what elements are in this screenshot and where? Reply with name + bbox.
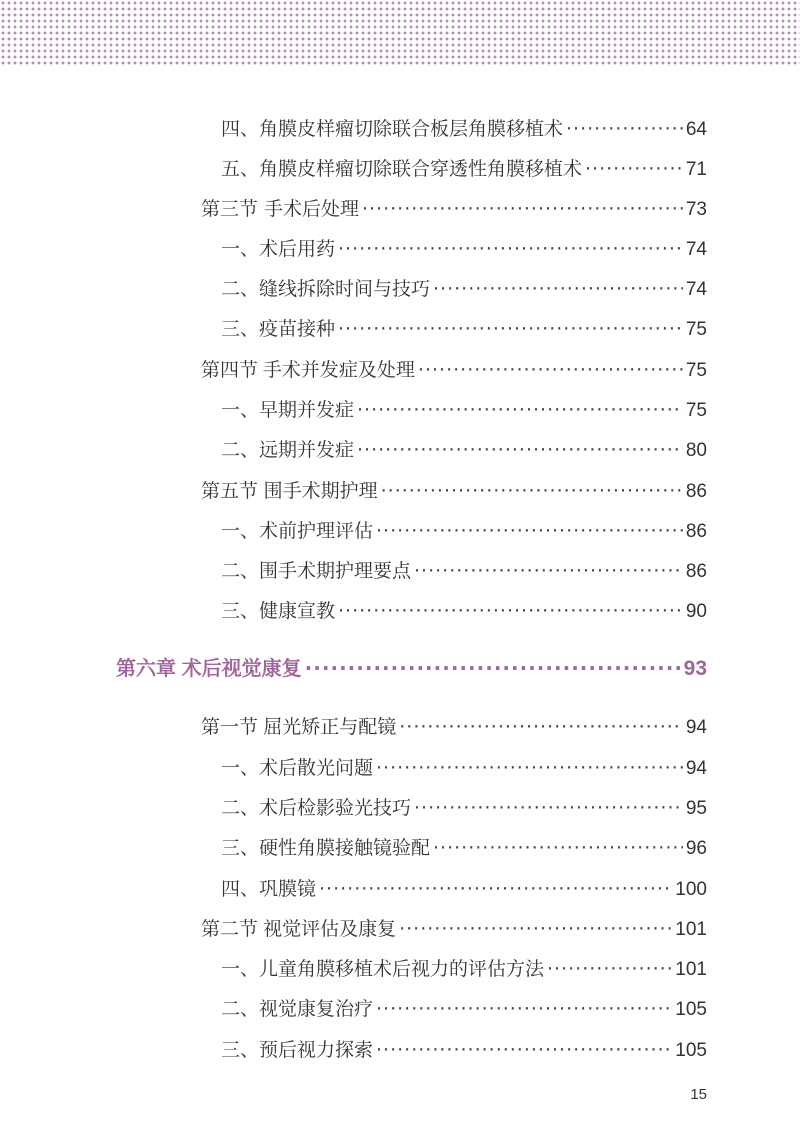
toc-entry[interactable] (221, 835, 707, 861)
toc-entry[interactable] (221, 755, 707, 781)
dot-leader (399, 714, 683, 740)
toc-section-title: 视觉评估及康复 (263, 918, 397, 940)
toc-entry[interactable] (221, 316, 707, 342)
toc-entry-page: 75 (685, 400, 707, 421)
toc-entry-page: 95 (685, 798, 707, 819)
toc-entry-page: 94 (685, 758, 707, 779)
toc-entry-title: 二、缝线拆除时间与技巧 (221, 278, 431, 300)
toc-entry-page: 94 (685, 717, 707, 738)
toc-entry-page: 96 (685, 838, 707, 859)
toc-entry-title: 三、预后视力探索 (221, 1039, 374, 1061)
toc-entry-page: 101 (675, 959, 707, 980)
toc-entry[interactable] (221, 1037, 707, 1063)
dot-leader (381, 478, 683, 504)
toc-section-number: 第五节 (201, 480, 259, 502)
page-number: 15 (690, 1086, 707, 1103)
toc-entry[interactable] (221, 795, 707, 821)
toc-entry-title: 一、术前护理评估 (221, 520, 374, 542)
toc-entry-title: 一、术后用药 (221, 238, 336, 260)
toc-entry[interactable] (221, 397, 707, 423)
toc-entry-title: 二、围手术期护理要点 (221, 560, 412, 582)
dot-leader (305, 655, 681, 681)
toc-entry[interactable] (221, 996, 707, 1022)
toc-entry[interactable] (221, 236, 707, 262)
dot-leader (338, 236, 683, 262)
toc-section-entry[interactable] (201, 196, 707, 222)
toc-section-number: 第一节 (201, 716, 259, 738)
toc-section-number: 第四节 (201, 359, 259, 381)
toc-section-entry[interactable] (201, 714, 707, 740)
toc-entry[interactable] (221, 156, 707, 182)
toc-entry[interactable] (221, 276, 707, 302)
toc-entry-page: 74 (685, 239, 707, 260)
dot-leader (414, 558, 683, 584)
toc-section-number: 第二节 (201, 918, 259, 940)
dot-leader (585, 156, 683, 182)
toc-entry-title: 二、视觉康复治疗 (221, 998, 374, 1020)
toc-entry-page: 90 (685, 601, 707, 622)
dot-leader (319, 876, 672, 902)
dot-leader (433, 276, 683, 302)
toc-entry[interactable] (221, 876, 707, 902)
toc-entry-page: 80 (685, 440, 707, 461)
toc-entry-page: 86 (685, 561, 707, 582)
toc-entry-title: 一、术后散光问题 (221, 757, 374, 779)
toc-section-title: 手术后处理 (263, 198, 359, 220)
toc-entry-title: 一、儿童角膜移植术后视力的评估方法 (221, 958, 545, 980)
toc-entry-page: 105 (675, 999, 707, 1020)
toc-entry-title: 五、角膜皮样瘤切除联合穿透性角膜移植术 (221, 158, 583, 180)
toc-entry-title: 二、术后检影验光技巧 (221, 797, 412, 819)
toc-entry-title: 四、角膜皮样瘤切除联合板层角膜移植术 (221, 118, 564, 140)
toc-entry-page: 86 (685, 521, 707, 542)
toc-entry-title: 一、早期并发症 (221, 399, 355, 421)
dot-leader (338, 316, 683, 342)
toc-entry[interactable] (221, 437, 707, 463)
toc-section-entry[interactable] (201, 357, 707, 383)
dot-leader (376, 518, 683, 544)
dot-leader (338, 598, 683, 624)
toc-entry-page: 71 (685, 159, 707, 180)
toc-entry-page: 75 (685, 319, 707, 340)
toc-entry-page: 74 (685, 279, 707, 300)
dot-leader (433, 835, 683, 861)
dot-leader (376, 755, 683, 781)
toc-section-entry[interactable] (201, 916, 707, 942)
toc-entry-page: 86 (685, 481, 707, 502)
toc-entry[interactable] (221, 598, 707, 624)
dot-leader (362, 196, 683, 222)
dot-leader (547, 956, 672, 982)
toc-entry-page: 73 (685, 199, 707, 220)
dot-leader (357, 397, 683, 423)
toc-entry-page: 105 (675, 1040, 707, 1061)
toc-entry[interactable] (221, 518, 707, 544)
toc-entry-title: 二、远期并发症 (221, 439, 355, 461)
toc-entry-page: 93 (683, 657, 707, 680)
dot-leader (376, 996, 672, 1022)
toc-section-number: 第三节 (201, 198, 259, 220)
dot-leader (418, 357, 683, 383)
decorative-dot-band (0, 0, 800, 66)
dot-leader (399, 916, 672, 942)
toc-entry[interactable] (221, 956, 707, 982)
toc-section-title: 手术并发症及处理 (262, 359, 415, 381)
toc-section-entry[interactable] (201, 478, 707, 504)
dot-leader (414, 795, 683, 821)
toc-entry-page: 100 (675, 879, 707, 900)
toc-entry-title: 三、硬性角膜接触镜验配 (221, 837, 431, 859)
dot-leader (376, 1037, 672, 1063)
toc-chapter-entry[interactable] (116, 655, 707, 681)
dot-leader (357, 437, 683, 463)
toc-section-title: 围手术期护理 (263, 480, 378, 502)
toc-entry[interactable] (221, 116, 707, 142)
toc-chapter-title: 术后视觉康复 (181, 656, 302, 680)
toc-entry-title: 三、疫苗接种 (221, 318, 336, 340)
toc-section-title: 屈光矫正与配镜 (263, 716, 397, 738)
dot-leader (566, 116, 683, 142)
toc-entry-page: 64 (685, 119, 707, 140)
toc-entry-title: 四、巩膜镜 (221, 878, 317, 900)
toc-entry-page: 75 (685, 360, 707, 381)
toc-entry-page: 101 (675, 919, 707, 940)
toc-chapter-number: 第六章 (116, 656, 176, 680)
toc-entry-title: 三、健康宣教 (221, 600, 336, 622)
toc-entry[interactable] (221, 558, 707, 584)
